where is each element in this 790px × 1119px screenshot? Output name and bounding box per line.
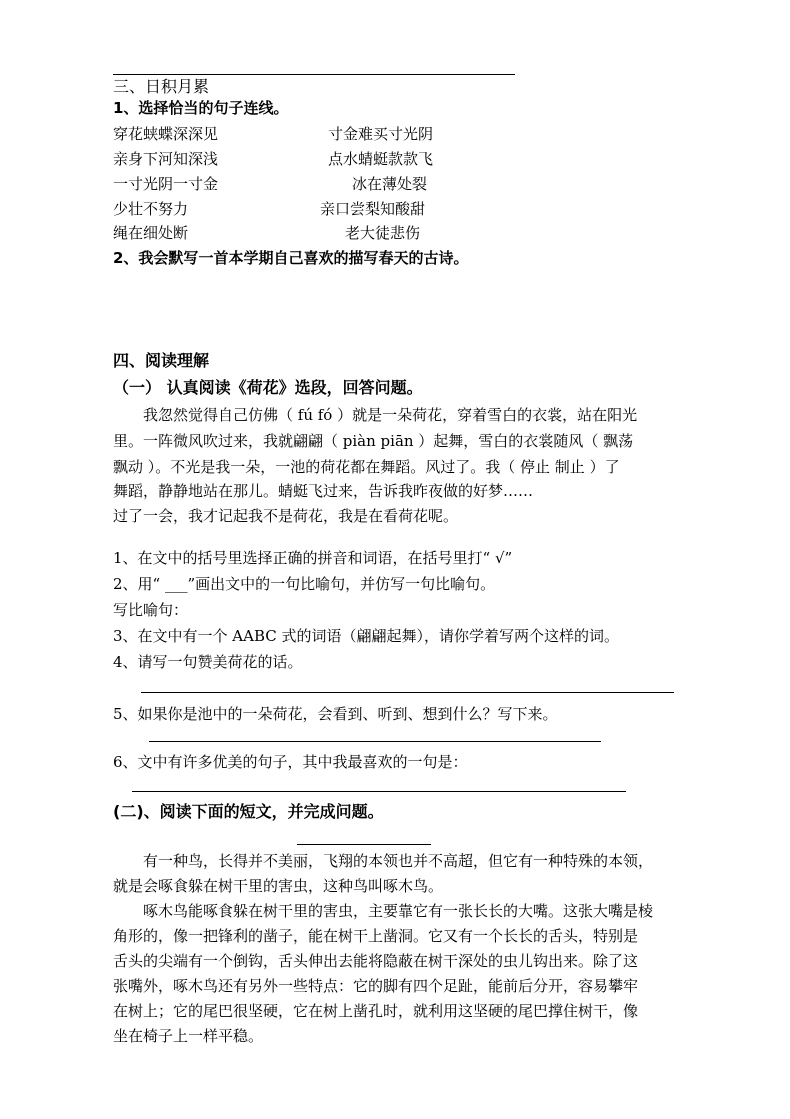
question-4: 4、请写一句赞美荷花的话。	[113, 653, 303, 671]
section4-title: 四、阅读理解	[113, 351, 210, 370]
passage1-line-4: 舞蹈，静静地站在那儿。蜻蜓飞过来，告诉我昨夜做的好梦……	[113, 482, 534, 500]
passage1-line-1: 我忽然觉得自己仿佛（ fú fó ）就是一朵荷花，穿着雪白的衣裳，站在阳光	[113, 406, 638, 424]
match-left-1: 穿花蛱蝶深深见	[113, 125, 219, 143]
passage1-line-2: 里。一阵微风吹过来，我就翩翩（ piàn piān ）起舞，雪白的衣裳随风（ 飘荡	[113, 432, 634, 450]
passage1-line-3: 飘动 ）。不光是我一朵，一池的荷花都在舞蹈。风过了。我（ 停止 制止 ）了	[113, 458, 620, 476]
match-left-4: 少壮不努力	[113, 200, 189, 218]
section3-title: 三、日积月累	[113, 77, 210, 96]
question-1: 1、在文中的括号里选择正确的拼音和词语，在括号里打“ √”	[113, 549, 513, 567]
passage2-line-6: 张嘴外，啄木鸟还有另外一些特点：它的脚有四个足趾，能前后分开，容易攀牢	[113, 977, 639, 995]
passage2-line-5: 舌头的尖端有一个倒钩，舌头伸出去能将隐蔽在树干深处的虫儿钩出来。除了这	[113, 952, 639, 970]
section3-question2: 2、我会默写一首本学期自己喜欢的描写春天的古诗。	[113, 249, 469, 267]
answer-line-5[interactable]	[149, 741, 601, 742]
section3-question1: 1、选择恰当的句子连线。	[113, 99, 289, 117]
match-right-3: 冰在薄处裂	[352, 175, 428, 193]
top-divider	[113, 74, 515, 75]
match-left-2: 亲身下河知深浅	[113, 150, 219, 168]
passage1-line-5: 过了一会，我才记起我不是荷花，我是在看荷花呢。	[113, 507, 459, 525]
match-right-1: 寸金难买寸光阴	[328, 125, 434, 143]
reading-part2-title: (二)、阅读下面的短文，并完成问题。	[113, 802, 384, 821]
question-2: 2、用“ ___”画出文中的一句比喻句，并仿写一句比喻句。	[113, 575, 496, 593]
answer-line-6[interactable]	[132, 791, 626, 792]
passage2-line-4: 角形的，像一把锋利的凿子，能在树干上凿洞。它又有一个长长的舌头，特别是	[113, 927, 639, 945]
match-right-2: 点水蜻蜓款款飞	[328, 150, 434, 168]
match-left-3: 一寸光阴一寸金	[113, 175, 219, 193]
match-left-5: 绳在细处断	[113, 224, 189, 242]
answer-line-part2[interactable]	[297, 844, 431, 845]
question-2-prompt: 写比喻句：	[113, 601, 189, 619]
match-right-5: 老大徒悲伤	[345, 224, 421, 242]
question-5: 5、如果你是池中的一朵荷花，会看到、听到、想到什么？写下来。	[113, 705, 558, 723]
passage2-line-7: 在树上；它的尾巴很坚硬，它在树上凿孔时，就利用这坚硬的尾巴撑住树干，像	[113, 1002, 639, 1020]
reading-part1-title: （一） 认真阅读《荷花》选段，回答问题。	[113, 378, 423, 397]
passage2-line-2: 就是会啄食躲在树干里的害虫，这种鸟叫啄木鸟。	[113, 877, 444, 895]
question-6: 6、文中有许多优美的句子，其中我最喜欢的一句是：	[113, 753, 468, 771]
passage2-line-1: 有一种鸟，长得并不美丽，飞翔的本领也并不高超，但它有一种特殊的本领，	[113, 852, 654, 870]
passage2-line-3: 啄木鸟能啄食躲在树干里的害虫，主要靠它有一张长长的大嘴。这张大嘴是棱	[113, 902, 654, 920]
answer-line-4[interactable]	[141, 692, 674, 693]
match-right-4: 亲口尝梨知酸甜	[320, 200, 426, 218]
passage2-line-8: 坐在椅子上一样平稳。	[113, 1027, 264, 1045]
question-3: 3、在文中有一个 AABC 式的词语（翩翩起舞），请你学着写两个这样的词。	[113, 627, 620, 645]
